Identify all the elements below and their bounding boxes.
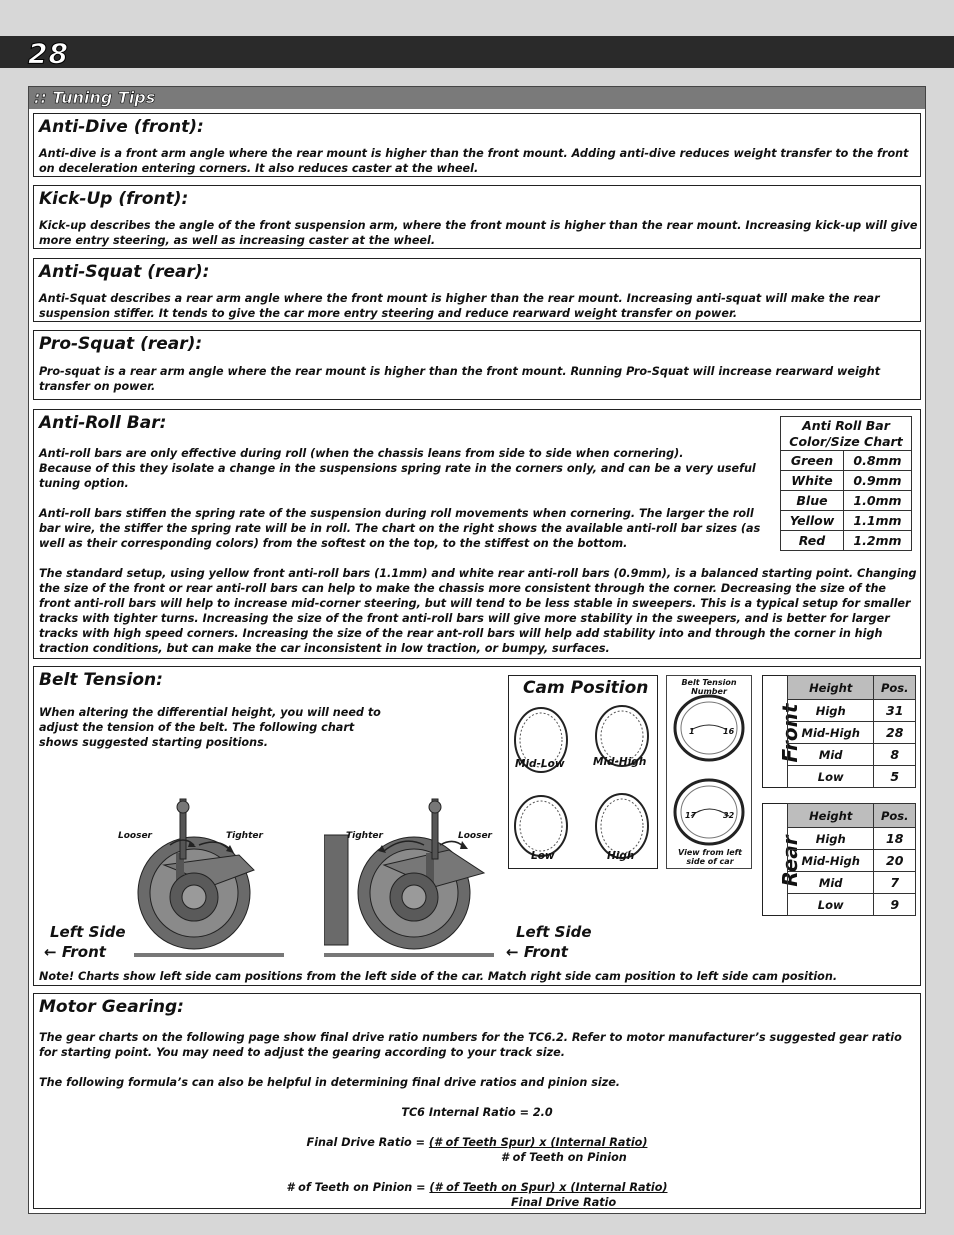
front-label-2 (506, 943, 568, 961)
kick-up-title: Kick-Up (front): (39, 189, 189, 209)
front-table (787, 675, 916, 788)
left-tighter-label: Tighter (226, 831, 263, 841)
cam-low-label: Low (531, 850, 555, 862)
motor-p1: The gear charts on the following page show final drive ratio numbers for the TC6.2. Refer to motor manufacturer’s suggested gear ratio for starting point. You may need to adjust the gearing according to your track size. (39, 1031, 902, 1059)
cam-mid-low-label: Mid-Low (515, 758, 565, 770)
cam-mid-high-label: Mid-High (593, 756, 647, 768)
page-header-bar (0, 36, 954, 68)
rear-table-box (762, 803, 916, 916)
anti-squat-section (33, 258, 921, 322)
anti-roll-p3: The standard setup, using yellow front anti-roll bars (1.1mm) and white rear anti-roll bars (0.9mm), is a balanced starting point. Changing the size of the front or rear anti-roll bars can help to make the chassis more consistent through the corner. Decreasing the size of the front anti-roll bars will help to increase mid-corner steering, but will tend to be less stable in sweepers. This is a typical setup for smaller tracks with tighter turns. Increasing the size of the front anti-roll bars will give more stability in the sweepers, and is better for larger tracks with high speed corners. Increasing the size of the rear ant-roll bars will help add stability into and through the corner in high traction conditions, but can make the car inconsistent in low traction, or bumpy, surfaces. (39, 567, 917, 655)
anti-dive-section (33, 113, 921, 177)
tension-1-label: 1 (689, 727, 695, 736)
cam-position-title: Cam Position (523, 678, 649, 698)
front-label-1-text: Front (61, 943, 106, 961)
kick-up-section (33, 185, 921, 249)
front-label-2-text: Front (523, 943, 568, 961)
tension-16-label: 16 (723, 727, 735, 736)
rear-pos-header: Pos. (874, 804, 916, 828)
belt-tension-text: When altering the differential height, you will need to adjust the tension of the belt. The following chart shows suggested starting positions. (39, 706, 381, 749)
anti-squat-title: Anti-Squat (rear): (39, 262, 210, 282)
left-side-label-2: Left Side (516, 923, 592, 941)
front-label-1 (44, 943, 106, 961)
anti-roll-chart-title-1: Anti Roll Bar (802, 417, 890, 433)
tension-17-label: 17 (685, 811, 697, 820)
anti-roll-size: 1.0mm (844, 491, 912, 511)
anti-dive-title: Anti-Dive (front): (39, 117, 204, 137)
fdr-numerator: (# of Teeth Spur) x (Internal Ratio) (428, 1136, 648, 1149)
anti-roll-section (33, 409, 921, 659)
motor-text (39, 1030, 915, 1210)
front-pos: 5 (874, 766, 916, 788)
final-drive-formula (39, 1135, 915, 1150)
anti-roll-p1b: Because of this they isolate a change in the suspensions spring rate in the corners only, and can be a very useful tuning option. (39, 462, 756, 490)
cam-gears-icon (509, 698, 657, 868)
front-height-header: Height (788, 676, 874, 700)
anti-roll-chart-title-2: Color/Size Chart (789, 433, 903, 449)
rear-pos: 20 (874, 850, 916, 872)
front-arrow-icon: ← (506, 943, 519, 961)
rear-height: High (788, 828, 874, 850)
pinion-formula (39, 1180, 915, 1195)
anti-roll-color: Red (781, 531, 844, 551)
rear-height: Mid-High (788, 850, 874, 872)
pin-lhs: # of Teeth on Pinion = (286, 1181, 430, 1194)
belt-tension-number-box (666, 675, 752, 869)
front-height: Low (788, 766, 874, 788)
anti-squat-text: Anti-Squat describes a rear arm angle where the front mount is higher than the rear mount. Increasing anti-squat will make the rear suspension stiffer. It tends to give the car more entry steering and reduce rearward weight transfer on power. (39, 292, 880, 320)
rear-height: Mid (788, 872, 874, 894)
anti-roll-color: Yellow (781, 511, 844, 531)
content-panel (28, 86, 926, 1214)
kick-up-text: Kick-up describes the angle of the front suspension arm, where the front mount is higher than the rear mount. Increasing kick-up will give more entry steering, as well as increasing caster at the wheel. (39, 219, 918, 247)
section-header-title: :: Tuning Tips (34, 88, 156, 107)
rear-pos: 18 (874, 828, 916, 850)
anti-roll-title: Anti-Roll Bar: (39, 413, 167, 433)
right-tighter-label: Tighter (346, 831, 383, 841)
belt-tension-section (33, 666, 921, 986)
cam-position-box (508, 675, 658, 869)
front-pos: 31 (874, 700, 916, 722)
front-height: High (788, 700, 874, 722)
front-height: Mid (788, 744, 874, 766)
motor-gearing-title: Motor Gearing: (39, 997, 184, 1017)
rear-height-header: Height (788, 804, 874, 828)
anti-roll-chart (780, 416, 912, 551)
belt-note: Note! Charts show left side cam positions from the left side of the car. Match right side cam position to left side cam position. (39, 970, 838, 983)
rear-pos: 7 (874, 872, 916, 894)
left-looser-label: Looser (118, 831, 153, 841)
right-looser-label: Looser (458, 831, 493, 841)
tension-rings-icon (667, 694, 751, 854)
front-height: Mid-High (788, 722, 874, 744)
anti-roll-intro (39, 446, 779, 551)
tension-32-label: 32 (723, 811, 735, 820)
internal-ratio: TC6 Internal Ratio = 2.0 (401, 1106, 553, 1119)
pro-squat-text: Pro-squat is a rear arm angle where the rear mount is higher than the front mount. Running Pro-Squat will increase rearward weight transfer on power. (39, 365, 881, 393)
front-table-label: Front (778, 703, 802, 763)
rear-table (787, 803, 916, 916)
anti-roll-color: White (781, 471, 844, 491)
view-note-label: View from left side of car (678, 848, 742, 866)
anti-roll-size: 0.9mm (844, 471, 912, 491)
cam-high-label: High (607, 850, 635, 862)
front-table-box (762, 675, 916, 788)
anti-roll-color: Green (781, 451, 844, 471)
left-cam-diagram (134, 795, 284, 961)
fdr-lhs: Final Drive Ratio = (306, 1136, 429, 1149)
pro-squat-section (33, 330, 921, 400)
anti-dive-text: Anti-dive is a front arm angle where the rear mount is higher than the front mount. Adding anti-dive reduces weight transfer to the front on deceleration entering corners. It also reduces caster at the wheel. (39, 147, 909, 175)
rear-table-label: Rear (778, 835, 802, 887)
motor-gearing-section (33, 993, 921, 1209)
anti-roll-size: 1.1mm (844, 511, 912, 531)
front-arrow-icon: ← (44, 943, 57, 961)
anti-roll-p2: Anti-roll bars stiffen the spring rate of the suspension during roll movements when cornering. The larger the roll bar wire, the stiffer the spring rate will be in roll. The chart on the right shows the available anti-roll bar sizes (as well as their corresponding colors) from the softest on the top, to the stiffest on the bottom. (39, 507, 761, 550)
pin-denominator: Final Drive Ratio (511, 1196, 617, 1209)
anti-roll-size: 0.8mm (844, 451, 912, 471)
belt-tension-title: Belt Tension: (39, 670, 163, 690)
anti-roll-p1a: Anti-roll bars are only effective during roll (when the chassis leans from side to side when cornering). (39, 447, 684, 460)
right-cam-diagram (324, 795, 494, 961)
fdr-denominator: # of Teeth on Pinion (501, 1151, 627, 1164)
belt-tension-number-title: Belt Tension Number (681, 678, 737, 696)
front-pos-header: Pos. (874, 676, 916, 700)
page-number: 28 (28, 37, 69, 70)
pro-squat-title: Pro-Squat (rear): (39, 334, 203, 354)
pin-numerator: (# of Teeth on Spur) x (Internal Ratio) (429, 1181, 668, 1194)
front-pos: 28 (874, 722, 916, 744)
motor-p2: The following formula’s can also be helpful in determining final drive ratios and pinion size. (39, 1076, 621, 1089)
section-header (29, 87, 925, 109)
anti-roll-color: Blue (781, 491, 844, 511)
rear-pos: 9 (874, 894, 916, 916)
rear-height: Low (788, 894, 874, 916)
front-pos: 8 (874, 744, 916, 766)
left-side-label-1: Left Side (50, 923, 126, 941)
anti-roll-size: 1.2mm (844, 531, 912, 551)
